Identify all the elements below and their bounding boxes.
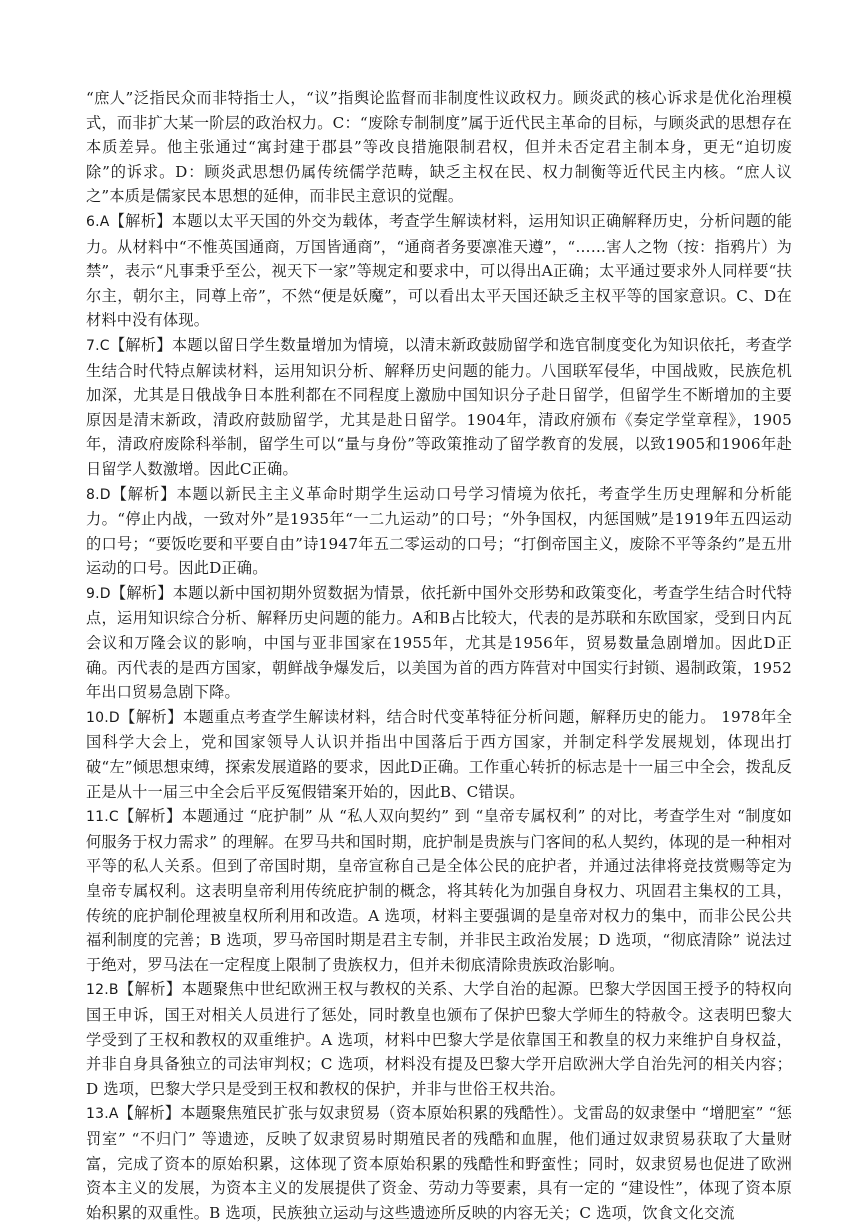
answer-number: 8.D [86,486,111,503]
explanation-paragraph-13 [86,1101,792,1225]
explanation-paragraph-7 [86,333,792,482]
answer-number: 12.B [86,982,119,999]
paragraph-text: 【解析】本题聚焦殖民扩张与奴隶贸易（资本原始积累的残酷性）。戈雷岛的奴隶堡中 “增肥室” “惩罚室” “不归门” 等遗迹，反映了奴隶贸易时期殖民者的残酷和血腥，他们通过奴隶贸易获取了大量财富，完成了资本的原始积累，这体现了资本原始积累的残酷性和野蛮性；同时，奴隶贸易也促进了欧洲资本主义的发展，为资本主义的发展提供了资金、劳动力等要素，具有一定的 “建设性”，体现了资本原始积累的双重性。B 选项，民族独立运动与这些遗迹所反映的内容无关；C 选项，饮食文化交流 [86,1104,792,1222]
explanation-paragraph-12 [86,977,792,1101]
paragraph-text: 【解析】本题以新中国初期外贸数据为情景，依托新中国外交形势和政策变化，考查学生结合时代特点，运用知识综合分析、解释历史问题的能力。A和B占比较大，代表的是苏联和东欧国家，受到日内瓦会议和万隆会议的影响，中国与亚非国家在1955年，尤其是1956年，贸易数量急剧增加。因此D正确。丙代表的是西方国家，朝鲜战争爆发后，以美国为首的西方阵营对中国实行封锁、遏制政策，1952年出口贸易急剧下降。 [86,583,792,702]
paragraph-text: 【解析】本题聚焦中世纪欧洲王权与教权的关系、大学自治的起源。巴黎大学因国王授予的特权向国王申诉，国王对相关人员进行了惩处，同时教皇也颁布了保护巴黎大学师生的特赦令。这表明巴黎大学受到了王权和教权的双重维护。A 选项，材料中巴黎大学是依靠国王和教皇的权力来维护自身权益，并非自身具备独立的司法审判权；C 选项，材料没有提及巴黎大学开启欧洲大学自治先河的相关内容；D 选项，巴黎大学只是受到王权和教权的保护，并非与世俗王权共治。 [86,980,792,1098]
paragraph-text: 【解析】本题以太平天国的外交为载体，考查学生解读材料，运用知识正确解释历史，分析问题的能力。从材料中“不惟英国通商，万国皆通商”，“通商者务要凛准天遵”，“……害人之物（按：指鸦片）为禁”，表示“凡事秉乎至公，视天下一家”等规定和要求中，可以得出A正确；太平通过要求外人同样要“扶尔主，朝尔主，同尊上帝”，不然“便是妖魔”，可以看出太平天国还缺乏主权平等的国家意识。C、D在材料中没有体现。 [86,211,793,330]
answer-number: 9.D [86,585,111,602]
explanation-paragraph-9 [86,581,792,705]
paragraph-text: 【解析】本题以留日学生数量增加为情境，以清末新政鼓励留学和选官制度变化为知识依托，考查学生结合时代特点解读材料，运用知识分析、解释历史问题的能力。八国联军侵华，中国战败，民族危机加深，尤其是日俄战争日本胜利都在不同程度上激励中国知识分子赴日留学，但留学生不断增加的主要原因是清末新政，清政府鼓励留学，尤其是赴日留学。1904年，清政府颁布《奏定学堂章程》，1905年，清政府废除科举制，留学生可以“量与身份”等政策推动了留学教育的发展，以致1905和1906年赴日留学人数激增。因此C正确。 [86,335,792,478]
answer-number: 7.C [86,337,110,354]
answer-explanation-page [86,86,792,1225]
answer-number: 13.A [86,1106,119,1123]
answer-number: 6.A [86,213,110,230]
paragraph-text: 【解析】本题通过 “庇护制” 从 “私人双向契约” 到 “皇帝专属权利” 的对比，考查学生对 “制度如何服务于权力需求” 的理解。在罗马共和国时期，庇护制是贵族与门客间的私人契约，体现的是一种相对平等的私人关系。但到了帝国时期，皇帝宣称自己是全体公民的庇护者，并通过法律将竞技赏赐等定为皇帝专属权利。这表明皇帝利用传统庇护制的概念，将其转化为加强自身权力、巩固君主集权的工具，传统的庇护制伦理被皇权所利用和改造。A 选项，材料主要强调的是皇帝对权力的集中，而非公民公共福利制度的完善；B 选项，罗马帝国时期是君主专制，并非民主政治发展；D 选项，“彻底清除” 说法过于绝对，罗马法在一定程度上限制了贵族权力，但并未彻底清除贵族政治影响。 [86,807,792,974]
explanation-paragraph-10 [86,705,792,804]
paragraph-text: 【解析】本题重点考查学生解读材料，结合时代变革特征分析问题，解释历史的能力。 1978年全国科学大会上，党和国家领导人认识并指出中国落后于西方国家，并制定科学发展规划，体现出打破“左”倾思想束缚，探索发展道路的要求，因此D正确。工作重心转折的标志是十一届三中全会，拨乱反正是从十一届三中全会后平反冤假错案开始的，因此B、C错误。 [86,707,792,801]
explanation-paragraph-6 [86,209,792,333]
explanation-paragraph-continued [86,86,792,209]
paragraph-text: 【解析】本题以新民主主义革命时期学生运动口号学习情境为依托，考查学生历史理解和分析能力。“停止内战，一致对外”是1935年“一二九运动”的口号；“外争国权，内惩国贼”是1919年五四运动的口号；“要饭吃要和平要自由”诗1947年五二零运动的口号；“打倒帝国主义，废除不平等条约”是五卅运动的口号。因此D正确。 [86,484,792,578]
explanation-paragraph-11 [86,804,792,977]
explanation-paragraph-8 [86,482,792,581]
answer-number: 10.D [86,709,120,726]
paragraph-text: “庶人”泛指民众而非特指士人，“议”指舆论监督而非制度性议政权力。顾炎武的核心诉求是优化治理模式，而非扩大某一阶层的政治权力。C：“废除专制制度”属于近代民主革命的目标，与顾炎武的思想存在本质差异。他主张通过“寓封建于郡县”等改良措施限制君权，但并未否定君主制本身，更无“迫切废除”的诉求。D：顾炎武思想仍属传统儒学范畴，缺乏主权在民、权力制衡等近代民主内核。“庶人议之”本质是儒家民本思想的延伸，而非民主意识的觉醒。 [86,89,792,206]
answer-number: 11.C [86,809,119,826]
